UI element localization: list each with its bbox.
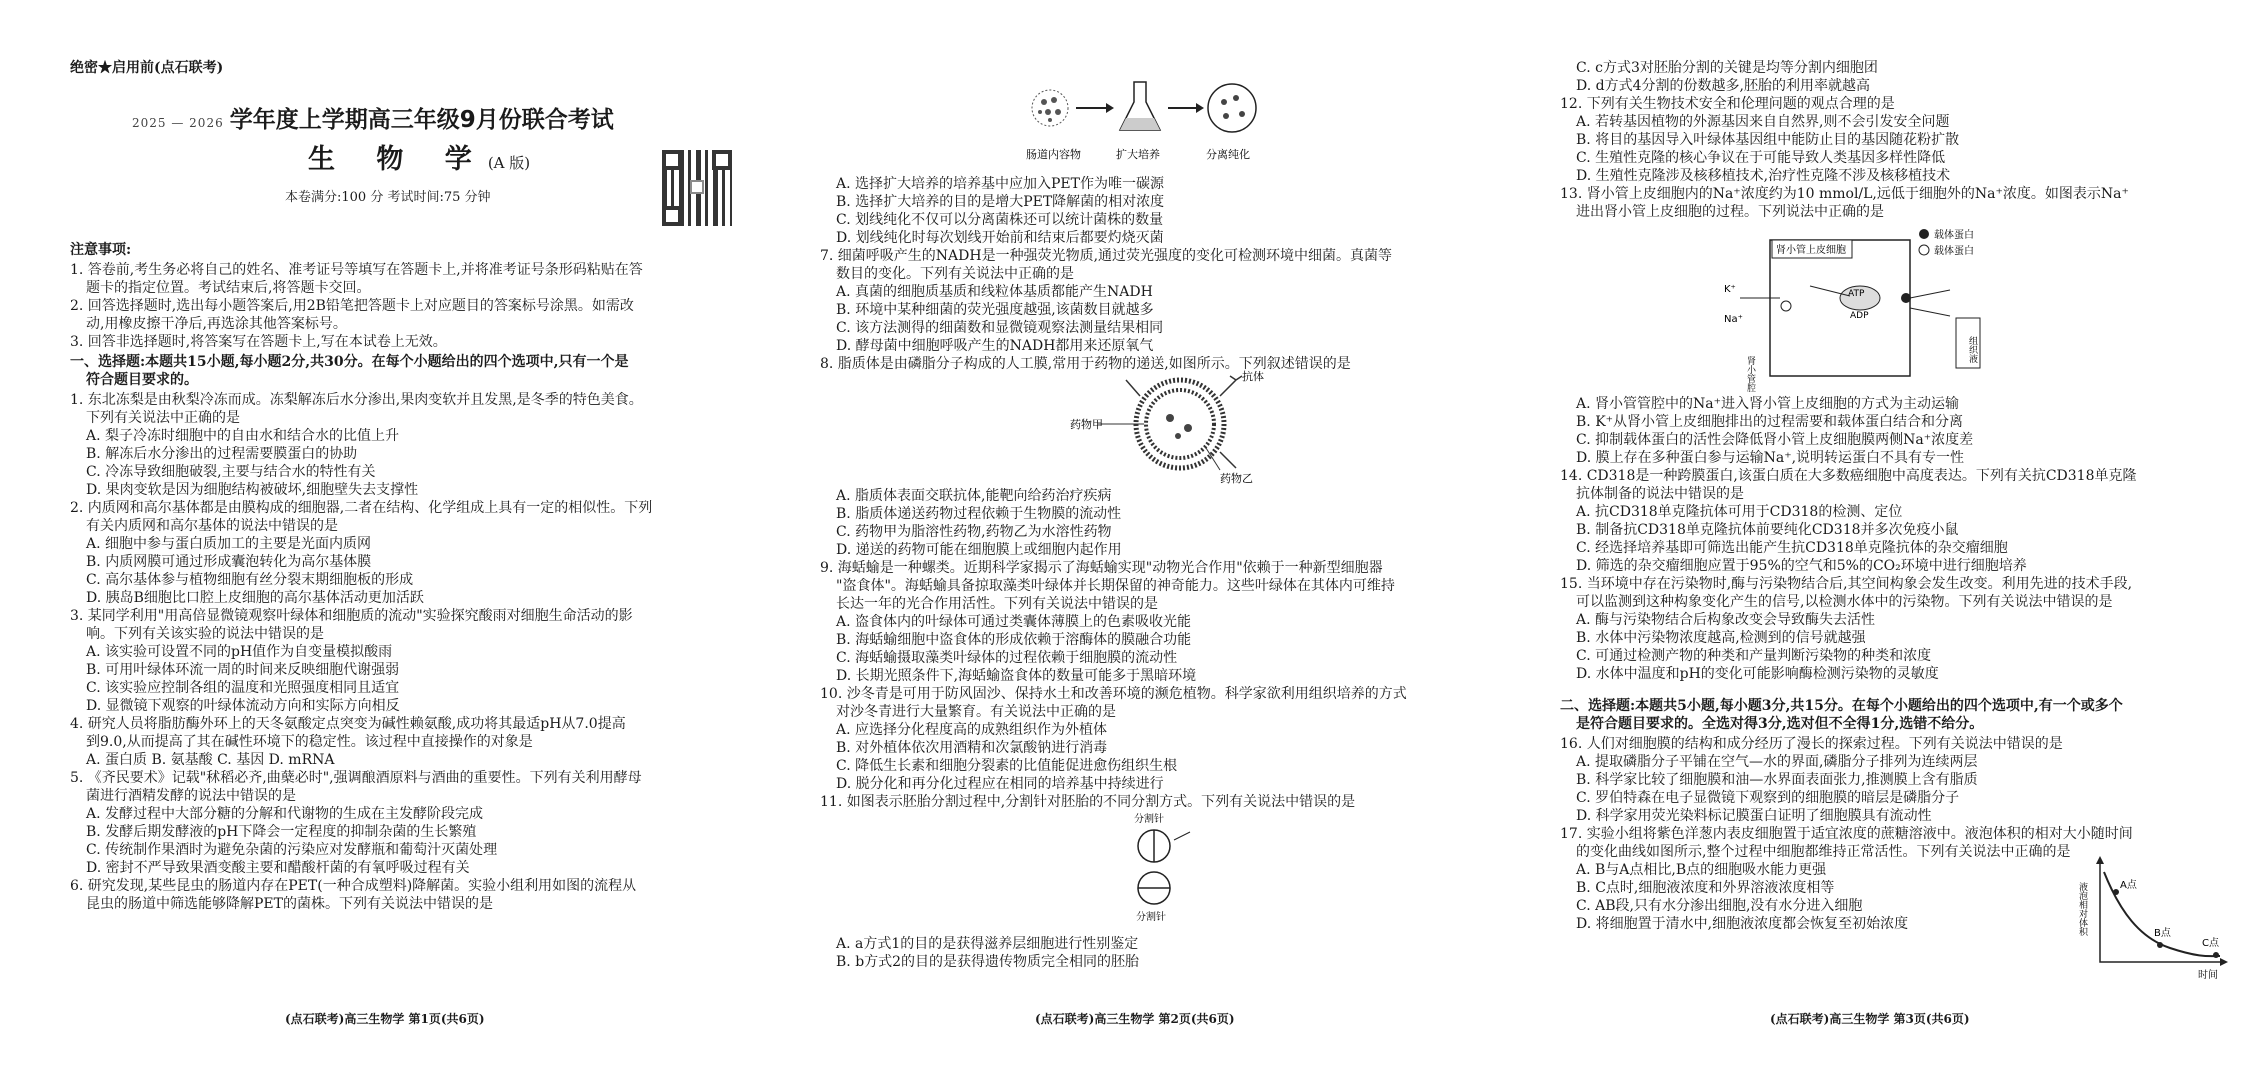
option-line: A. 酶与污染物结合后构象改变会导致酶失去活性 — [1576, 612, 1876, 628]
text-line: 到9.0,从而提高了其在碱性环境下的稳定性。该过程中直接操作的对象是 — [86, 734, 533, 750]
gut-content-icon — [1032, 90, 1068, 126]
text-line: 长达一年的光合作用活性。下列有关说法中错误的是 — [836, 596, 1158, 612]
option-line: B. 对外植体依次用酒精和次氯酸钠进行消毒 — [836, 740, 1108, 756]
option-line: A. 应选择分化程度高的成熟组织作为外植体 — [836, 722, 1108, 738]
text-line: "盗食体"。海蛞蝓具备掠取藻类叶绿体并长期保留的神奇能力。这些叶绿体在其体内可维持 — [836, 578, 1395, 594]
page-footer: (点石联考)高三生物学 第3页(共6页) — [1770, 1012, 1970, 1026]
notice-heading: 注意事项: — [70, 242, 132, 258]
option-line: D. 密封不严导致果酒变酸主要和醋酸杆菌的有氧呼吸过程有关 — [86, 860, 470, 876]
question-line: 4. 研究人员将脂肪酶外环上的天冬氨酸定点突变为碱性赖氨酸,成功将其最适pH从7.0提高 — [70, 716, 626, 732]
option-line: B. 环境中某种细菌的荧光强度越强,该菌数目就越多 — [836, 302, 1154, 318]
option-line: C. 冷冻导致细胞破裂,主要与结合水的特性有关 — [86, 464, 376, 480]
option-line: C. 抑制载体蛋白的活性会降低肾小管上皮细胞膜两侧Na⁺浓度差 — [1576, 432, 1974, 448]
text-line: 对沙冬青进行大量繁育。有关说法中正确的是 — [836, 704, 1116, 720]
option-line: C. 生殖性克隆的核心争议在于可能导致人类基因多样性降低 — [1576, 150, 1946, 166]
option-line: D. 划线纯化时每次划线开始前和结束后都要灼烧灭菌 — [836, 230, 1164, 246]
text-line: 动,用橡皮擦干净后,再选涂其他答案标号。 — [86, 316, 347, 332]
option-line: A. 该实验可设置不同的pH值作为自变量模拟酸雨 — [86, 644, 393, 660]
question-line: 1. 东北冻梨是由秋梨冷冻而成。冻梨解冻后水分渗出,果肉变软并且发黑,是冬季的特色美食。 — [70, 392, 643, 408]
fig-label-carrier-1: 载体蛋白 — [1934, 230, 1974, 241]
fig-label-k: K⁺ — [1724, 284, 1736, 295]
question-line: 3. 某同学利用"用高倍显微镜观察叶绿体和细胞质的流动"实验探究酸雨对细胞生命活动的影 — [70, 608, 633, 624]
question-line: 15. 当环境中存在污染物时,酶与污染物结合后,其空间构象会发生改变。利用先进的技术手段, — [1560, 576, 2133, 592]
option-line: D. d方式4分割的份数越多,胚胎的利用率就越高 — [1576, 78, 1870, 94]
question-line: 11. 如图表示胚胎分割过程中,分割针对胚胎的不同分割方式。下列有关说法中错误的是 — [820, 794, 1356, 810]
vacuole-curve-figure — [2077, 852, 2230, 982]
option-line: A. 抗CD318单克隆抗体可用于CD318的检测、定位 — [1576, 504, 1903, 520]
text-line: 进出肾小管上皮细胞的过程。下列说法中正确的是 — [1576, 204, 1884, 220]
option-line: D. 水体中温度和pH的变化可能影响酶检测污染物的灵敏度 — [1576, 666, 1939, 682]
option-line: B. C点时,细胞液浓度和外界溶液浓度相等 — [1576, 880, 1835, 896]
fig-label-carrier-2: 载体蛋白 — [1934, 246, 1974, 257]
curve-point-c: C点 — [2202, 938, 2219, 949]
curve-point-a: A点 — [2120, 880, 2137, 891]
option-line: C. 划线纯化不仅可以分离菌株还可以统计菌株的数量 — [836, 212, 1164, 228]
question-line: 14. CD318是一种跨膜蛋白,该蛋白质在大多数癌细胞中高度表达。下列有关抗CD318单克隆 — [1560, 468, 2137, 484]
fig-label-culture: 扩大培养 — [1116, 148, 1160, 161]
question-line: 2. 内质网和高尔基体都是由膜构成的细胞器,二者在结构、化学组成上具有一定的相似性。下列 — [70, 500, 653, 516]
question-line: 2. 回答选择题时,选出每小题答案后,用2B铅笔把答题卡上对应题目的答案标号涂黑。如需改 — [70, 298, 634, 314]
text-line: 可以监测到这种构象变化产生的信号,以检测水体中的污染物。下列有关说法中错误的是 — [1576, 594, 2113, 610]
option-line: B. 科学家比较了细胞膜和油—水界面表面张力,推测膜上含有脂质 — [1576, 772, 1978, 788]
option-line: D. 脱分化和再分化过程应在相同的培养基中持续进行 — [836, 776, 1164, 792]
option-line: B. 水体中污染物浓度越高,检测到的信号就越强 — [1576, 630, 1866, 646]
option-line: A. 真菌的细胞质基质和线粒体基质都能产生NADH — [836, 284, 1153, 300]
option-line: A. 细胞中参与蛋白质加工的主要是光面内质网 — [86, 536, 372, 552]
question-line: 10. 沙冬青是可用于防风固沙、保持水土和改善环境的濒危植物。科学家欲利用组织培养的方式 — [820, 686, 1407, 702]
fig-label-kidney-cell: 肾小管上皮细胞 — [1776, 245, 1846, 256]
petri-dish-icon — [1208, 84, 1256, 132]
liposome-figure — [1070, 366, 1310, 484]
option-line: A. 肾小管管腔中的Na⁺进入肾小管上皮细胞的方式为主动运输 — [1576, 396, 1959, 412]
option-line: D. 筛选的杂交瘤细胞应置于95%的空气和5%的CO₂环境中进行细胞培养 — [1576, 558, 2027, 574]
option-line: C. 罗伯特森在电子显微镜下观察到的细胞膜的暗层是磷脂分子 — [1576, 790, 1960, 806]
exam-title-text: 学年度上学期高三年级9月份联合考试 — [229, 107, 614, 133]
text-line: 菌进行酒精发酵的说法中错误的是 — [86, 788, 296, 804]
section-1-heading: 一、选择题:本题共15小题,每小题2分,共30分。在每个小题给出的四个选项中,只有一个是 — [70, 354, 629, 370]
option-line: C. 该方法测得的细菌数和显微镜观察法测量结果相同 — [836, 320, 1164, 336]
page-footer: (点石联考)高三生物学 第2页(共6页) — [1035, 1012, 1235, 1026]
flask-icon — [1120, 82, 1160, 130]
page-3-column — [1560, 0, 2250, 1078]
question-line: 1. 答卷前,考生务必将自己的姓名、准考证号等填写在答题卡上,并将准考证号条形码粘贴在答 — [70, 262, 643, 278]
option-line: C. 该实验应控制各组的温度和光照强度相同且适宜 — [86, 680, 400, 696]
option-line: C. AB段,只有水分渗出细胞,没有水分进入细胞 — [1576, 898, 1863, 914]
option-line: B. 将目的基因导入叶绿体基因组中能防止目的基因随花粉扩散 — [1576, 132, 1960, 148]
text-line: 抗体制备的说法中错误的是 — [1576, 486, 1744, 502]
question-line: 17. 实验小组将紫色洋葱内表皮细胞置于适宜浓度的蔗糖溶液中。液泡体积的相对大小随时间 — [1560, 826, 2133, 842]
option-line: D. 递送的药物可能在细胞膜上或细胞内起作用 — [836, 542, 1122, 558]
fig-label-adp: ADP — [1850, 311, 1869, 321]
question-line: 3. 回答非选择题时,将答案写在答题卡上,写在本试卷上无效。 — [70, 334, 447, 350]
option-line: C. 降低生长素和细胞分裂素的比值能促进愈伤组织生根 — [836, 758, 1178, 774]
option-line: A. 提取磷脂分子平铺在空气—水的界面,磷脂分子排列为连续两层 — [1576, 754, 1978, 770]
kidney-cell-figure — [1710, 226, 2000, 392]
option-line: D. 膜上存在多种蛋白参与运输Na⁺,说明转运蛋白不具有专一性 — [1576, 450, 1965, 466]
option-line: B. 解冻后水分渗出的过程需要膜蛋白的协助 — [86, 446, 358, 462]
option-line: D. 果肉变软是因为细胞结构被破坏,细胞壁失去支撑性 — [86, 482, 419, 498]
question-line: 13. 肾小管上皮细胞内的Na⁺浓度约为10 mmol/L,远低于细胞外的Na⁺浓度。如图表示Na⁺ — [1560, 186, 2129, 202]
question-line: 9. 海蛞蝓是一种螺类。近期科学家揭示了海蛞蝓实现"动物光合作用"依赖于一种新型细胞器 — [820, 560, 1383, 576]
text-line: 有关内质网和高尔基体的说法中错误的是 — [86, 518, 338, 534]
text-line: 的变化曲线如图所示,整个过程中细胞都维持正常活性。下列有关说法中正确的是 — [1576, 844, 2071, 860]
option-line: D. 科学家用荧光染料标记膜蛋白证明了细胞膜具有流动性 — [1576, 808, 1932, 824]
option-line: B. 可用叶绿体环流一周的时间来反映细胞代谢强弱 — [86, 662, 400, 678]
exam-title — [132, 107, 614, 133]
option-line: C. 传统制作果酒时为避免杂菌的污染应对发酵瓶和葡萄汁灭菌处理 — [86, 842, 498, 858]
curve-y-label: 液泡相对体积 — [2077, 882, 2087, 936]
option-line: B. 发酵后期发酵液的pH下降会一定程度的抑制杂菌的生长繁殖 — [86, 824, 477, 840]
question-line: 5. 《齐民要术》记载"秫稻必齐,曲蘖必时",强调酿酒原料与酒曲的重要性。下列有关利用酵母 — [70, 770, 642, 786]
school-years: 2025 — 2026 — [132, 116, 224, 130]
fig-label-gut: 肠道内容物 — [1026, 148, 1081, 161]
fig-label-drug-a: 药物甲 — [1070, 418, 1103, 431]
page-2-column — [820, 0, 1500, 1078]
option-line: A. B与A点相比,B点的细胞吸水能力更强 — [1576, 862, 1827, 878]
curve-x-label: 时间 — [2198, 970, 2218, 981]
option-line: A. a方式1的目的是获得滋养层细胞进行性别鉴定 — [836, 936, 1139, 952]
fig-label-lumen: 肾小管腔 — [1745, 356, 1755, 392]
option-line: A. 发酵过程中大部分糖的分解和代谢物的生成在主发酵阶段完成 — [86, 806, 484, 822]
option-line: B. 制备抗CD318单克隆抗体前要纯化CD318并多次免疫小鼠 — [1576, 522, 1959, 538]
option-line: D. 长期光照条件下,海蛞蝓盗食体的数量可能多于黑暗环境 — [836, 668, 1197, 684]
option-line: A. 若转基因植物的外源基因来自自然界,则不会引发安全问题 — [1576, 114, 1950, 130]
option-line: D. 显微镜下观察的叶绿体流动方向和实际方向相反 — [86, 698, 400, 714]
option-line: B. 脂质体递送药物过程依赖于生物膜的流动性 — [836, 506, 1122, 522]
subject-title — [308, 144, 531, 175]
section-1-heading-cont: 符合题目要求的。 — [86, 372, 198, 388]
section-2-heading: 二、选择题:本题共5小题,每小题3分,共15分。在每个小题给出的四个选项中,有一个或多个 — [1560, 698, 2123, 714]
option-line: D. 酵母菌中细胞呼吸产生的NADH都用来还原氧气 — [836, 338, 1154, 354]
option-line: B. K⁺从肾小管上皮细胞排出的过程需要和载体蛋白结合和分离 — [1576, 414, 1964, 430]
question-line: 6. 研究发现,某些昆虫的肠道内存在PET(一种合成塑料)降解菌。实验小组利用如图的流程从 — [70, 878, 637, 894]
confidential-mark: 绝密★启用前(点石联考) — [70, 60, 224, 76]
option-line: C. c方式3对胚胎分割的关键是均等分割内细胞团 — [1576, 60, 1878, 76]
exam-info: 本卷满分:100 分 考试时间:75 分钟 — [285, 190, 491, 205]
option-line: A. 盗食体内的叶绿体可通过类囊体薄膜上的色素吸收光能 — [836, 614, 1192, 630]
option-line: D. 将细胞置于清水中,细胞液浓度都会恢复至初始浓度 — [1576, 916, 1909, 932]
page-1-column — [70, 0, 750, 1078]
fig-label-antibody: 抗体 — [1242, 370, 1264, 383]
page-footer: (点石联考)高三生物学 第1页(共6页) — [285, 1012, 485, 1026]
section-2-heading-cont: 是符合题目要求的。全选对得3分,选对但不全得1分,选错不给分。 — [1576, 716, 1984, 732]
culture-flow-figure — [1020, 58, 1280, 166]
text-line: 数目的变化。下列有关说法中正确的是 — [836, 266, 1074, 282]
question-line: 16. 人们对细胞膜的结构和成分经历了漫长的探索过程。下列有关说法中错误的是 — [1560, 736, 2063, 752]
option-line: C. 药物甲为脂溶性药物,药物乙为水溶性药物 — [836, 524, 1112, 540]
fig-label-tissue-fluid: 组织液 — [1967, 336, 1977, 363]
option-line: A. 梨子冷冻时细胞中的自由水和结合水的比值上升 — [86, 428, 400, 444]
question-line: 7. 细菌呼吸产生的NADH是一种强荧光物质,通过荧光强度的变化可检测环境中细菌。真菌等 — [820, 248, 1393, 264]
fig-label-needle-2: 分割针 — [1136, 912, 1166, 923]
option-line: B. 内质网膜可通过形成囊泡转化为高尔基体膜 — [86, 554, 372, 570]
fig-label-na: Na⁺ — [1724, 314, 1743, 325]
qr-code-icon — [662, 150, 732, 226]
curve-point-b: B点 — [2154, 928, 2171, 939]
option-line: C. 可通过检测产物的种类和产量判断污染物的种类和浓度 — [1576, 648, 1932, 664]
question-line: 8. 脂质体是由磷脂分子构成的人工膜,常用于药物的递送,如图所示。下列叙述错误的是 — [820, 356, 1351, 372]
option-line: C. 高尔基体参与植物细胞有丝分裂末期细胞板的形成 — [86, 572, 414, 588]
option-line: D. 生殖性克隆涉及核移植技术,治疗性克隆不涉及核移植技术 — [1576, 168, 1951, 184]
option-line: A. 蛋白质 B. 氨基酸 C. 基因 D. mRNA — [86, 752, 335, 768]
question-line: 12. 下列有关生物技术安全和伦理问题的观点合理的是 — [1560, 96, 1895, 112]
text-line: 题卡的指定位置。考试结束后,将答题卡交回。 — [86, 280, 371, 296]
option-line: A. 选择扩大培养的培养基中应加入PET作为唯一碳源 — [836, 176, 1164, 192]
text-line: 响。下列有关该实验的说法中错误的是 — [86, 626, 324, 642]
text-line: 昆虫的肠道中筛选能够降解PET的菌株。下列有关说法中错误的是 — [86, 896, 493, 912]
fig-label-needle-1: 分割针 — [1134, 814, 1164, 825]
option-line: B. b方式2的目的是获得遗传物质完全相同的胚胎 — [836, 954, 1140, 970]
option-line: C. 海蛞蝓摄取藻类叶绿体的过程依赖于细胞膜的流动性 — [836, 650, 1178, 666]
fig-label-isolation: 分离纯化 — [1206, 148, 1250, 161]
embryo-split-figure — [1120, 812, 1210, 928]
text-line: 下列有关说法中正确的是 — [86, 410, 240, 426]
option-line: B. 选择扩大培养的目的是增大PET降解菌的相对浓度 — [836, 194, 1165, 210]
option-line: A. 脂质体表面交联抗体,能靶向给药治疗疾病 — [836, 488, 1112, 504]
fig-label-atp: ATP — [1848, 289, 1865, 299]
subject-name: 生 物 学 — [308, 144, 488, 175]
option-line: C. 经选择培养基即可筛选出能产生抗CD318单克隆抗体的杂交瘤细胞 — [1576, 540, 2008, 556]
fig-label-drug-b: 药物乙 — [1220, 472, 1253, 485]
subject-version: (A 版) — [487, 154, 531, 172]
option-line: B. 海蛞蝓细胞中盗食体的形成依赖于溶酶体的膜融合功能 — [836, 632, 1192, 648]
option-line: D. 胰岛B细胞比口腔上皮细胞的高尔基体活动更加活跃 — [86, 590, 424, 606]
